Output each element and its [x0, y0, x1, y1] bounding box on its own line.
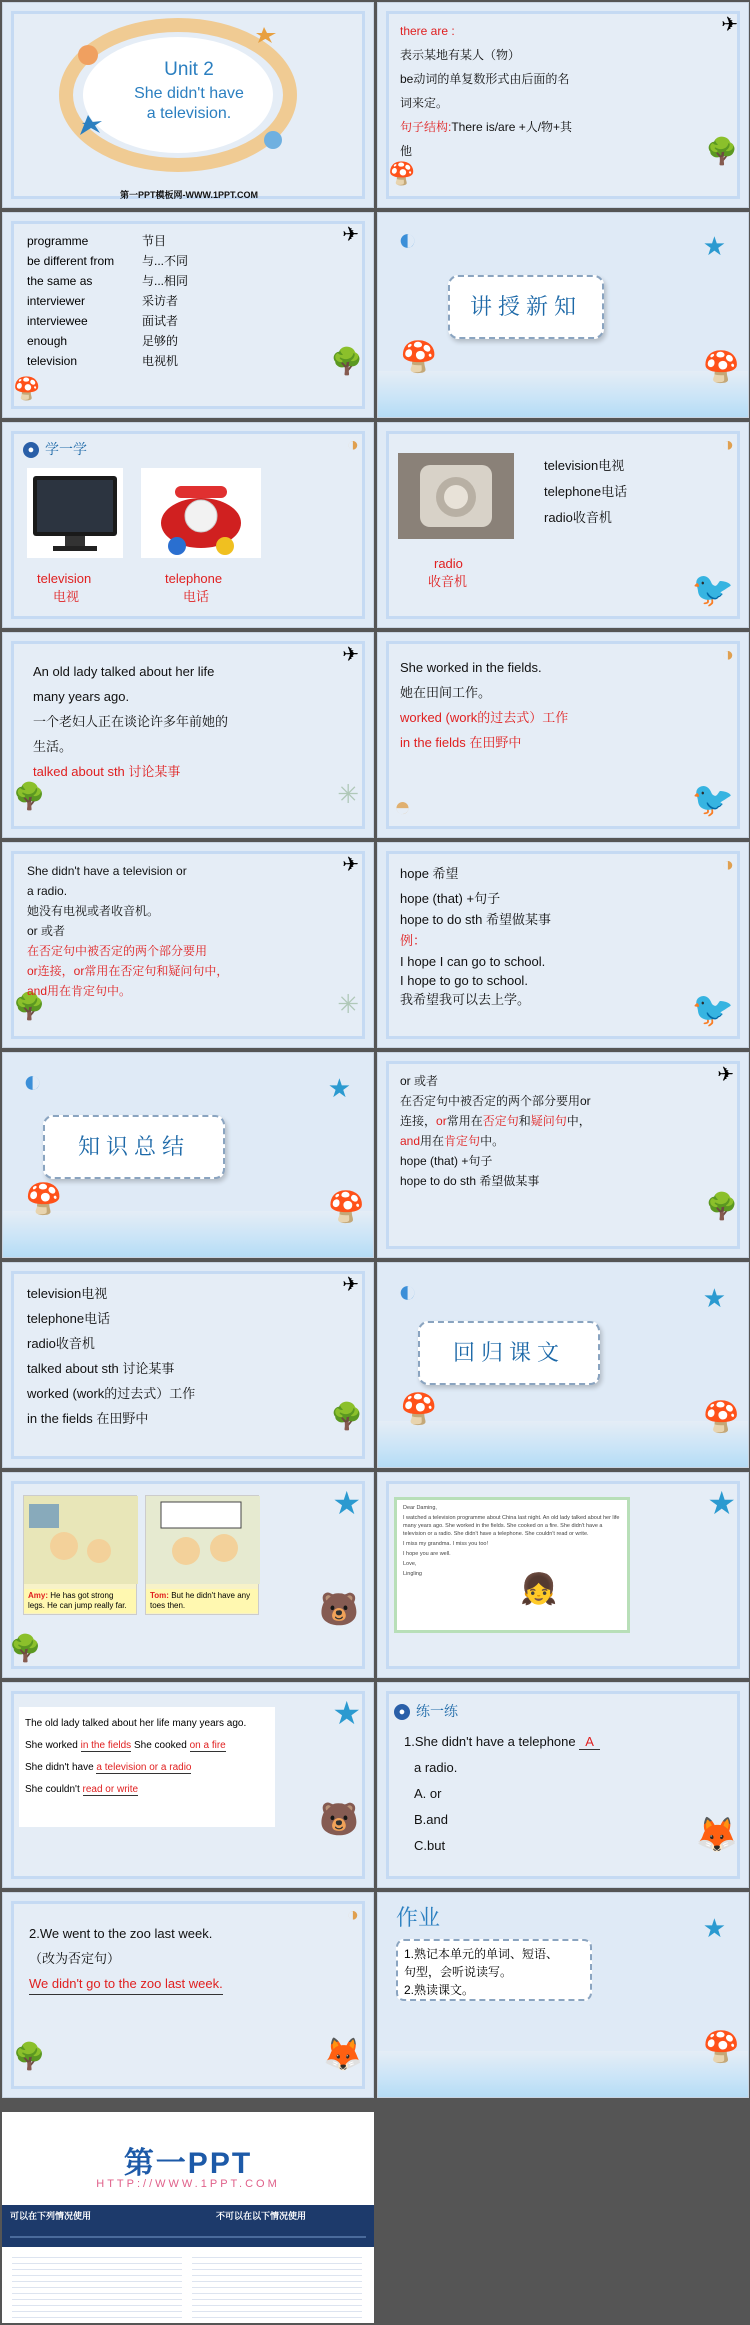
owl-tree-icon: 🌳 [330, 1401, 363, 1431]
letter-line: Love, [403, 1561, 417, 1567]
text: 中， [566, 1114, 591, 1128]
sentence-line: 她没有电视或者收音机。 [27, 904, 160, 918]
label: 句子结构: [400, 120, 452, 134]
vocab-en: be different from [27, 254, 115, 268]
rule-line: or连接，or常用在否定句和疑问句中， [27, 964, 229, 978]
can-use-title: 可以在下列情况使用 [10, 2211, 92, 2221]
answer: We didn't go to the zoo last week. [29, 1973, 223, 1995]
text-line: radio收音机 [27, 1336, 95, 1351]
homework-line: 1.熟记本单元的单词、短语、 [404, 1947, 559, 1961]
link-list-right [192, 2252, 362, 2318]
shell-icon: ◑ [346, 1904, 359, 1926]
text-line: hope (that) +句子 [400, 1154, 493, 1168]
answer: on a fire [189, 1740, 226, 1751]
rule-line: and用在肯定句中。 [27, 984, 132, 998]
starfish-icon: ★ [702, 1913, 726, 1943]
option-b[interactable]: B.and [414, 1812, 448, 1827]
bear-icon: 🐻 [319, 1591, 359, 1627]
tv-cn-label: 电视 [53, 589, 80, 604]
footer-label: 第一PPT模板网-WWW.1PPT.COM [120, 190, 258, 200]
text: 用在 [420, 1134, 445, 1148]
sentence-line: a radio. [27, 884, 68, 898]
slide-homework [377, 1892, 749, 2098]
slide-there-are [377, 2, 749, 208]
sentence-line: or 或者 [27, 924, 66, 938]
letter-line: Lingling [403, 1571, 422, 1577]
vocab-line: television电视 [544, 458, 625, 473]
letter-line: I miss my grandma. I miss you too! [403, 1541, 488, 1547]
section-title-box: 讲授新知 [448, 275, 604, 339]
slide-letter [377, 1472, 749, 1678]
homework-line: 2.熟读课文。 [404, 1983, 475, 1997]
owl-tree-icon: 🌳 [330, 346, 363, 376]
vocab-row [27, 311, 188, 331]
ppt-logo: 第一PPT [123, 2147, 253, 2180]
mushroom-icon: 🍄 [13, 376, 41, 401]
mushroom-icon: 🍄 [388, 161, 416, 186]
vocab-en: interviewee [27, 314, 88, 328]
bird-icon: ✈ [717, 1064, 734, 1086]
slide-radio [377, 422, 749, 628]
slide-sentence-1 [2, 632, 374, 838]
text: and [400, 1134, 421, 1148]
comic-panel-amy [23, 1495, 137, 1615]
option-a[interactable]: A. or [414, 1786, 442, 1801]
owl-tree-icon: 🌳 [705, 136, 738, 166]
tree-icon: 🌳 [9, 1633, 42, 1663]
text-line: telephone电话 [27, 1311, 111, 1326]
text-line: 词来定。 [400, 96, 449, 110]
bullet-icon: ● [394, 1704, 410, 1720]
sentence [25, 1735, 269, 1757]
text-line: hope to do sth 希望做某事 [400, 1174, 540, 1188]
vocab-row [27, 291, 188, 311]
radio-en-label: radio [434, 556, 463, 571]
water-background [378, 2051, 748, 2097]
text-line: I hope I can go to school. [400, 954, 546, 969]
section-title [394, 1701, 458, 1721]
section-title-box: 知识总结 [43, 1115, 225, 1179]
comic-panel-tom [145, 1495, 259, 1615]
text: 疑问句 [530, 1114, 567, 1128]
letter-card [394, 1497, 630, 1633]
question-cont: a radio. [414, 1760, 458, 1775]
question-text: 1.She didn't have a telephone [404, 1734, 576, 1749]
bear-icon: 🐻 [319, 1801, 359, 1837]
text: 常用在 [446, 1114, 483, 1128]
shell-icon: ◐ [398, 1273, 418, 1309]
fox-icon: 🦊 [695, 1816, 738, 1854]
vocab-en: television [27, 354, 78, 368]
mushroom-icon: 🍄 [400, 1393, 438, 1426]
title-line1: She didn't have [134, 85, 244, 102]
vocab-en: the same as [27, 274, 93, 288]
vocab-en: programme [27, 234, 89, 248]
shell-icon: ◑ [721, 644, 734, 666]
tree-icon: 🌳 [13, 781, 46, 811]
water-background [378, 371, 748, 417]
radio-cn-label: 收音机 [428, 574, 468, 589]
sentence-line: She worked in the fields. [400, 660, 542, 675]
vocab-cn: 与...不同 [142, 254, 189, 268]
vocab-table [27, 231, 188, 371]
shell-icon: ◑ [721, 434, 734, 456]
text: She cooked [133, 1740, 187, 1751]
slide-title [2, 2, 374, 208]
mushroom-icon: 🍄 [702, 1401, 740, 1434]
vocab-cn: 与...相同 [142, 274, 189, 288]
sentence-structure [400, 117, 572, 138]
homework-title: 作业 [396, 1905, 441, 1930]
site-url[interactable]: HTTP://WWW.1PPT.COM [96, 2178, 280, 2190]
example-label: 例： [400, 933, 427, 948]
telephone-image [141, 468, 261, 558]
text: 否定句 [482, 1114, 519, 1128]
vocab-cn: 采访者 [142, 294, 179, 308]
text: or [436, 1114, 447, 1128]
footer-ad [2, 2112, 374, 2323]
speech-text: But he didn't have any toes then. [150, 1591, 251, 1610]
phrase-line: worked (work的过去式）工作 [400, 710, 569, 725]
tel-en-label: telephone [165, 571, 223, 586]
sentence-line: 一个老妇人正在谈论许多年前她的 [33, 714, 229, 729]
vocab-line: telephone电话 [544, 484, 628, 499]
mushroom-icon: 🍄 [327, 1191, 365, 1224]
letter-line: I watched a television programme about China last night. An old lady talked about her life many years ago. She worked in the fields. She cooked on a fire. She didn't have a television or a radio. She didn't have a telephone. She couldn't read or write. [403, 1515, 620, 1537]
vocab-en: enough [27, 334, 68, 348]
tree-icon: 🌳 [13, 2041, 46, 2071]
text: 和 [518, 1114, 531, 1128]
text-line: there are : [400, 24, 455, 38]
starfish-icon: ★ [707, 1485, 736, 1521]
phrase-line: talked about sth 讨论某事 [33, 764, 181, 779]
text: She didn't have [25, 1762, 94, 1773]
vocab-row [27, 351, 188, 371]
answer: read or write [82, 1784, 139, 1795]
bird-icon: ✈ [342, 224, 359, 246]
vocab-row [27, 271, 188, 291]
slide-sentence-3 [2, 842, 374, 1048]
info-banner [2, 2205, 374, 2247]
vocab-line: radio收音机 [544, 510, 612, 525]
bird-icon: 🐦 [691, 571, 734, 609]
text: 中。 [480, 1134, 505, 1148]
vocab-row [27, 251, 188, 271]
mushroom-icon: 🍄 [702, 2031, 740, 2064]
water-background [378, 1421, 748, 1467]
rule-line [400, 1111, 591, 1132]
text: There is/are +人/物+其 [451, 120, 573, 134]
homework-box [396, 1939, 592, 2001]
tv-en-label: television [37, 571, 92, 586]
text-line: or 或者 [400, 1074, 439, 1088]
shell-icon: ◓ [394, 791, 411, 822]
water-background [3, 1211, 373, 1257]
speaker-label: Amy: [28, 1591, 49, 1600]
text: She worked [25, 1740, 78, 1751]
shell-icon: ◑ [346, 434, 359, 456]
tel-cn-label: 电话 [183, 589, 210, 604]
text-line: be动词的单复数形式由后面的名 [400, 72, 570, 86]
slide-section-summary [2, 1052, 374, 1258]
slide-practice-2 [2, 1892, 374, 2098]
starfish-icon: ✳ [337, 779, 359, 809]
text-line: 我希望我可以去上学。 [400, 992, 531, 1007]
bird-icon: 🐦 [691, 781, 734, 819]
fill-blank-card [19, 1707, 275, 1827]
instruction: （改为否定句） [29, 1951, 121, 1966]
text-line: talked about sth 讨论某事 [27, 1361, 175, 1376]
starfish-icon: ✳ [337, 989, 359, 1019]
starfish-icon: ★ [332, 1485, 361, 1521]
link-list-left [12, 2252, 182, 2318]
option-c[interactable]: C.but [414, 1838, 446, 1853]
title-line2: a television. [146, 105, 232, 122]
vocab-row [27, 331, 188, 351]
sentence [25, 1757, 269, 1779]
section-label: 学一学 [45, 441, 87, 457]
text-line: hope 希望 [400, 866, 459, 881]
starfish-icon: ★ [332, 1695, 361, 1731]
vocab-cn: 节目 [142, 234, 167, 248]
slide-hope [377, 842, 749, 1048]
bullet-icon: ● [23, 442, 39, 458]
bird-icon: ✈ [342, 1274, 359, 1296]
slide-section-review [377, 1262, 749, 1468]
slide-section-teaching [377, 212, 749, 418]
sentence-line: An old lady talked about her life [33, 664, 215, 679]
section-label: 练一练 [416, 1703, 458, 1719]
bird-icon: 🐦 [691, 991, 734, 1029]
mushroom-icon: 🍄 [25, 1183, 63, 1216]
bird-icon: ✈ [342, 644, 359, 666]
text-line: 他 [400, 144, 413, 158]
slide-vocab [2, 212, 374, 418]
slide-summary-1 [377, 1052, 749, 1258]
cannot-use-title: 不可以在以下情况使用 [215, 2211, 306, 2221]
text-line: 表示某地有某人（物） [400, 48, 521, 62]
fox-icon: 🦊 [323, 2036, 363, 2072]
answer: in the fields [80, 1740, 132, 1751]
owl-tree-icon: 🌳 [705, 1191, 738, 1221]
vocab-cn: 电视机 [142, 354, 179, 368]
text-line: hope (that) +句子 [400, 891, 501, 906]
bird-icon: ✈ [721, 14, 738, 36]
text-line: hope to do sth 希望做某事 [400, 912, 552, 927]
speaker-label: Tom: [150, 1591, 169, 1600]
text: She couldn't [25, 1784, 80, 1795]
tree-icon: 🌳 [13, 991, 46, 1021]
girl-illustration: 👧 [520, 1573, 558, 1606]
section-title-box: 回归课文 [418, 1321, 600, 1385]
slide-comic [2, 1472, 374, 1678]
text: 肯定句 [444, 1134, 481, 1148]
phrase-line: in the fields 在田野中 [400, 735, 522, 750]
radio-image [398, 453, 514, 539]
rule-line [400, 1131, 504, 1152]
slide-sentence-2 [377, 632, 749, 838]
text-line: in the fields 在田野中 [27, 1411, 149, 1426]
bird-icon: ✈ [342, 854, 359, 876]
answer: a television or a radio [96, 1762, 192, 1773]
sentence [25, 1779, 269, 1801]
vocab-cn: 面试者 [142, 314, 179, 328]
sentence-line: 她在田间工作。 [400, 685, 492, 700]
unit-label: Unit 2 [164, 59, 214, 80]
starfish-icon: ★ [702, 1283, 726, 1313]
answer: A [579, 1734, 600, 1750]
starfish-icon: ★ [327, 1073, 351, 1103]
rule-line: 在否定句中被否定的两个部分要用 [27, 944, 208, 958]
shell-icon: ◐ [23, 1063, 43, 1099]
section-title [23, 439, 87, 459]
sentence-line: She didn't have a television or [27, 864, 187, 878]
vocab-en: interviewer [27, 294, 86, 308]
speech-text: He has got strong legs. He can jump really far. [28, 1591, 127, 1610]
letter-line: Dear Daming, [403, 1505, 437, 1511]
sentence-line: 生活。 [33, 739, 73, 754]
slide-fill-blank [2, 1682, 374, 1888]
shell-icon: ◑ [721, 854, 734, 876]
question: 2.We went to the zoo last week. [29, 1926, 213, 1941]
letter-line: I hope you are well. [403, 1551, 451, 1557]
television-image [27, 468, 123, 558]
mushroom-icon: 🍄 [702, 351, 740, 384]
vocab-row [27, 231, 188, 251]
slide-summary-2 [2, 1262, 374, 1468]
homework-line: 句型，会听说读写。 [404, 1965, 513, 1979]
vocab-cn: 足够的 [142, 334, 179, 348]
slide-learn [2, 422, 374, 628]
text-line: television电视 [27, 1286, 108, 1301]
text: 连接， [400, 1114, 437, 1128]
sentence: The old lady talked about her life many years ago. [25, 1718, 247, 1729]
question [404, 1731, 600, 1752]
text-line: worked (work的过去式）工作 [27, 1386, 196, 1401]
mushroom-icon: 🍄 [400, 341, 438, 374]
text-line: 在否定句中被否定的两个部分要用or [400, 1094, 591, 1108]
shell-icon: ◐ [398, 221, 418, 257]
text-line: I hope to go to school. [400, 973, 528, 988]
slide-practice [377, 1682, 749, 1888]
starfish-icon: ★ [702, 231, 726, 261]
sentence-line: many years ago. [33, 689, 130, 704]
